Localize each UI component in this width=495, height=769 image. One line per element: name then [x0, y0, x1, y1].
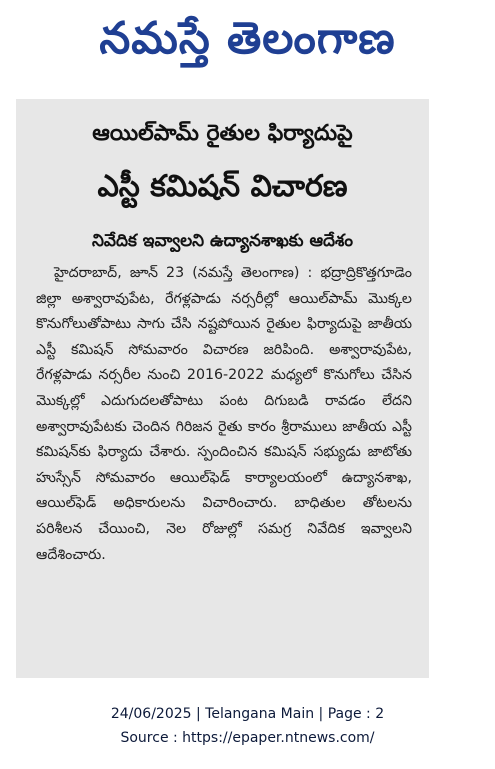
- article-clipping: [16, 99, 429, 678]
- headline-line-2: ఎస్టీ కమిషన్‌ విచారణ: [97, 169, 348, 204]
- newspaper-logo: నమస్తే తెలంగాణ: [99, 13, 396, 64]
- masthead: [0, 0, 495, 88]
- article-body: హైదరాబాద్‌, జూన్‌ 23 (నమస్తే తెలంగాణ) : భద్రాద్రికొత్తగూడెం జిల్లా అశ్వారావుపేట, రేగళ్లపాడు నర్సరీల్లో ఆయిల్‌పామ్‌ మొక్కల కొనుగోలుతోపాటు సాగు చేసి నష్టపోయిన రైతుల ఫిర్యాదుపై జాతీయ ఎస్టీ కమిషన్‌ సోమవారం విచారణ జరిపింది. అశ్వారావుపేట, రేగళ్లపాడు నర్సరీల నుంచి 2016-2022 మధ్యలో కొనుగోలు చేసిన మొక్కల్లో ఎదుగుదలతోపాటు పంట దిగుబడి రావడం లేదని అశ్వారావుపేటకు చెందిన గిరిజన రైతు కారం శ్రీరాములు జాతీయ ఎస్టీ కమిషన్‌కు ఫిర్యాదు చేశారు. స్పందించిన కమిషన్‌ సభ్యుడు జాటోతు హుస్సేన్‌ సోమవారం ఆయిల్‌ఫెడ్‌ కార్యాలయంలో ఉద్యానశాఖ, ఆయిల్‌ఫెడ్‌ అధికారులను విచారించారు. బాధితుల తోటలను పరిశీలన చేయించి, నెల రోజుల్లో సమగ్ర నివేదిక ఇవ్వాలని ఆదేశించారు.: [36, 265, 412, 563]
- subheadline: నివేదిక ఇవ్వాలని ఉద్యానశాఖకు ఆదేశం: [91, 231, 354, 251]
- headline-line-1: ఆయిల్‌పామ్‌ రైతుల ఫిర్యాదుపై: [92, 121, 353, 146]
- publication-info: 24/06/2025 | Telangana Main | Page : 2: [110, 706, 385, 722]
- source-link[interactable]: Source : https://epaper.ntnews.com/: [120, 730, 375, 746]
